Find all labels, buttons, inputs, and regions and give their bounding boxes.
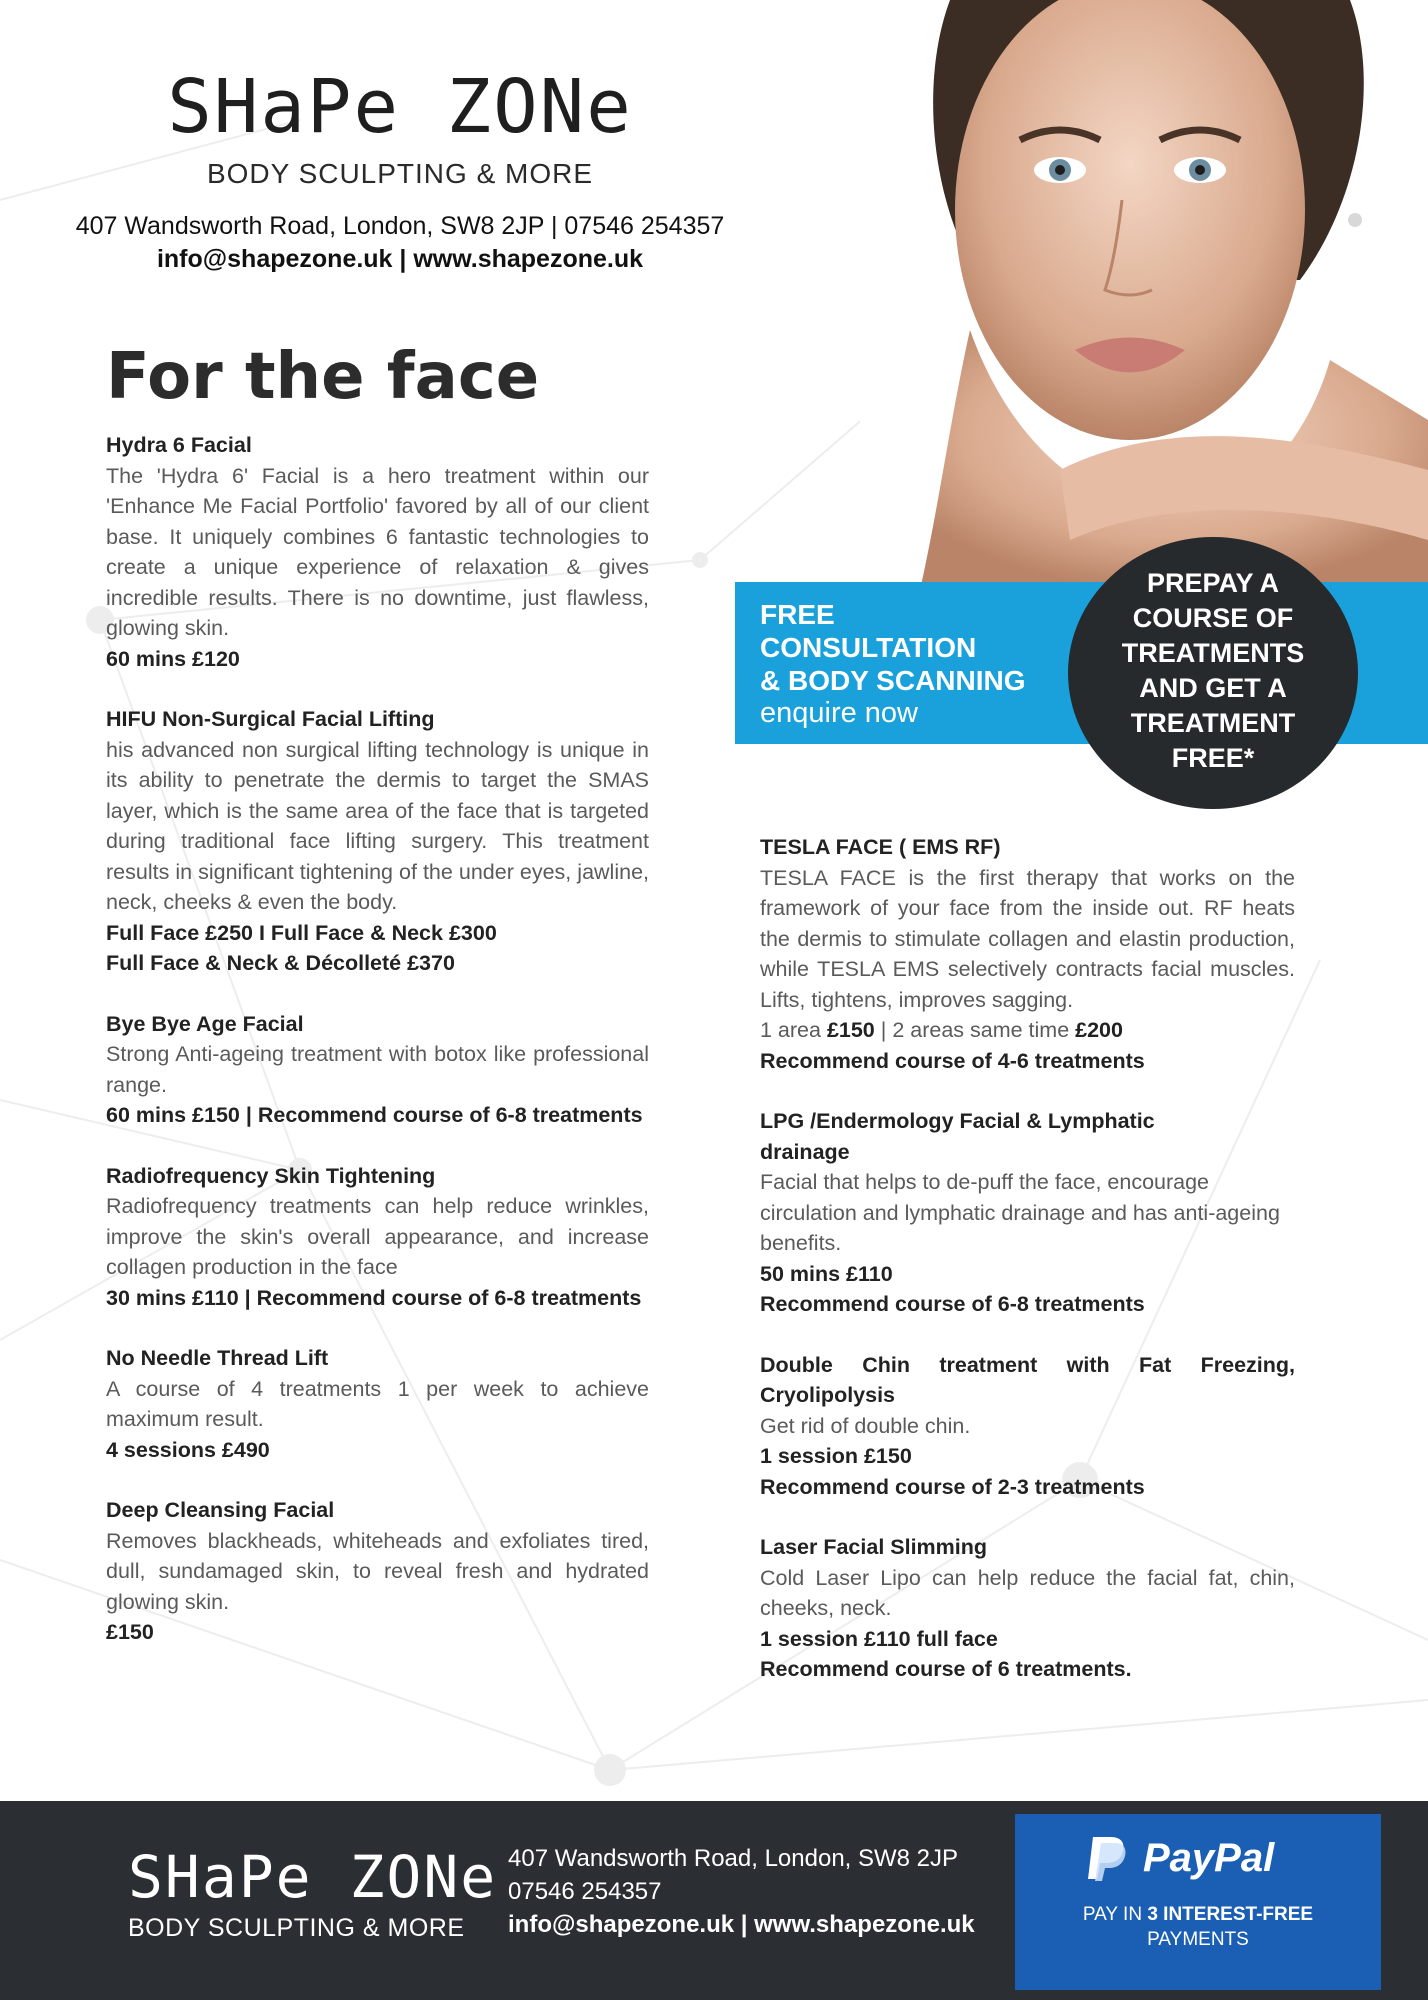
prepay-offer-text bbox=[1068, 566, 1358, 776]
paypal-offer-text bbox=[1015, 1902, 1381, 1952]
page-title: For the face bbox=[106, 340, 540, 414]
paypal-wordmark: PayPal bbox=[1143, 1835, 1275, 1880]
treatment-price bbox=[760, 1015, 1295, 1046]
header-address: 407 Wandsworth Road, London, SW8 2JP | 07546 254357 bbox=[75, 212, 725, 240]
treatment-price: 60 mins £150 | Recommend course of 6-8 treatments bbox=[106, 1103, 643, 1127]
treatment-title: LPG /Endermology Facial & Lymphatic drainage bbox=[760, 1109, 1155, 1164]
treatment-laser-slimming bbox=[760, 1532, 1295, 1685]
treatment-course: Recommend course of 4-6 treatments bbox=[760, 1048, 1145, 1073]
treatment-price: 4 sessions £490 bbox=[106, 1437, 270, 1462]
treatment-description: The 'Hydra 6' Facial is a hero treatment within our 'Enhance Me Facial Portfolio' favored by all of our client base. It uniquely combines 6 fantastic technologies to create a unique experience of relaxation & gives incredible results. There is no downtime, just flawless, glowing skin. bbox=[106, 463, 649, 640]
banner-line-2: CONSULTATION bbox=[760, 632, 977, 663]
treatment-title: Double Chin treatment with Fat Freezing, Cryolipolysis bbox=[760, 1352, 1295, 1407]
banner-line-3: & BODY SCANNING bbox=[760, 665, 1026, 696]
footer-web[interactable]: info@shapezone.uk | www.shapezone.uk bbox=[508, 1911, 975, 1938]
treatment-description: his advanced non surgical lifting technology is unique in its ability to penetrate the dermis to target the SMAS layer, which is the same area of the face that is targeted during traditional face lifting surgery. This treatment results in significant tightening of the under eyes, jawline, neck, cheeks & even the body. bbox=[106, 737, 649, 914]
treatment-lpg bbox=[760, 1106, 1295, 1320]
treatment-double-chin bbox=[760, 1350, 1295, 1503]
treatment-title: No Needle Thread Lift bbox=[106, 1346, 329, 1370]
paypal-p-icon bbox=[1085, 1835, 1129, 1881]
left-treatment-column bbox=[106, 430, 649, 1678]
treatment-description: Facial that helps to de-puff the face, encourage circulation and lymphatic drainage and has anti-ageing benefits. bbox=[760, 1170, 1280, 1255]
footer-address: 407 Wandsworth Road, London, SW8 2JP bbox=[508, 1845, 959, 1872]
header-logo bbox=[60, 64, 740, 190]
treatment-price: 1 session £110 full face bbox=[760, 1626, 998, 1651]
treatment-description: Radiofrequency treatments can help reduce wrinkles, improve the skin's overall appearance, and increase collagen production in the face bbox=[106, 1194, 649, 1279]
price-label: | 2 areas same time bbox=[874, 1018, 1076, 1042]
offer-line-5: TREATMENT bbox=[1130, 708, 1296, 738]
brand-tagline: BODY SCULPTING & MORE bbox=[206, 158, 594, 189]
footer-tagline: BODY SCULPTING & MORE bbox=[128, 1914, 465, 1942]
treatment-price: Full Face & Neck & Décolleté £370 bbox=[106, 951, 455, 975]
header-web[interactable]: info@shapezone.uk | www.shapezone.uk bbox=[156, 245, 644, 273]
treatment-bye-bye-age bbox=[106, 1009, 649, 1131]
treatment-radiofrequency bbox=[106, 1161, 649, 1314]
price-label: 1 area bbox=[760, 1018, 827, 1042]
treatment-title: HIFU Non-Surgical Facial Lifting bbox=[106, 707, 435, 731]
free-consultation-text[interactable] bbox=[760, 598, 1026, 730]
treatment-title: Radiofrequency Skin Tightening bbox=[106, 1163, 436, 1188]
treatment-price: 1 session £150 bbox=[760, 1444, 912, 1468]
paypal-line-2: PAYMENTS bbox=[1147, 1929, 1249, 1950]
price-value: £200 bbox=[1075, 1018, 1123, 1042]
treatment-description: Cold Laser Lipo can help reduce the facial fat, chin, cheeks, neck. bbox=[760, 1565, 1295, 1620]
offer-line-6: FREE* bbox=[1171, 743, 1255, 773]
treatment-title: Bye Bye Age Facial bbox=[106, 1011, 304, 1036]
treatment-course: Recommend course of 2-3 treatments bbox=[760, 1474, 1145, 1499]
treatment-title: Laser Facial Slimming bbox=[760, 1535, 988, 1559]
treatment-description: A course of 4 treatments 1 per week to achieve maximum result. bbox=[106, 1376, 649, 1431]
treatment-course: Recommend course of 6-8 treatments bbox=[760, 1292, 1145, 1316]
treatment-thread-lift bbox=[106, 1343, 649, 1465]
treatment-description: Removes blackheads, whiteheads and exfoliates tired, dull, sundamaged skin, to reveal fresh and hydrated glowing skin. bbox=[106, 1528, 649, 1614]
footer-phone[interactable]: 07546 254357 bbox=[508, 1878, 662, 1905]
right-treatment-column bbox=[760, 832, 1295, 1715]
treatment-price: £150 bbox=[106, 1620, 154, 1644]
treatment-hydra-6 bbox=[106, 430, 649, 674]
footer-contact bbox=[508, 1842, 975, 1941]
offer-line-1: PREPAY A bbox=[1146, 568, 1280, 598]
treatment-description: Get rid of double chin. bbox=[760, 1413, 971, 1438]
enquire-now-link[interactable]: enquire now bbox=[760, 697, 918, 729]
treatment-deep-cleansing bbox=[106, 1495, 649, 1648]
treatment-price: 50 mins £110 bbox=[760, 1261, 893, 1286]
brand-name: SHaPe ZONe bbox=[167, 64, 633, 150]
offer-line-4: AND GET A bbox=[1139, 673, 1287, 703]
price-value: £150 bbox=[826, 1018, 875, 1042]
treatment-description: Strong Anti-ageing treatment with botox like professional range. bbox=[106, 1042, 649, 1097]
offer-line-3: TREATMENTS bbox=[1121, 638, 1305, 668]
paypal-line-1-b: 3 INTEREST-FREE bbox=[1147, 1904, 1314, 1925]
treatment-price: Full Face £250 I Full Face & Neck £300 bbox=[106, 920, 497, 945]
treatment-title: TESLA FACE ( EMS RF) bbox=[760, 835, 1001, 859]
paypal-logo bbox=[1085, 1835, 1274, 1881]
treatment-hifu bbox=[106, 704, 649, 979]
treatment-title: Hydra 6 Facial bbox=[106, 433, 252, 457]
treatment-price: 30 mins £110 | Recommend course of 6-8 treatments bbox=[106, 1285, 642, 1310]
footer-logo bbox=[128, 1843, 498, 1943]
treatment-title: Deep Cleansing Facial bbox=[106, 1498, 335, 1522]
treatment-tesla-face bbox=[760, 832, 1295, 1076]
treatment-course: Recommend course of 6 treatments. bbox=[760, 1657, 1132, 1681]
footer-brand-name: SHaPe ZONe bbox=[128, 1843, 498, 1911]
offer-line-2: COURSE OF bbox=[1132, 603, 1294, 633]
treatment-price: 60 mins £120 bbox=[106, 646, 240, 671]
paypal-line-1 bbox=[1015, 1902, 1381, 1927]
banner-line-1: FREE bbox=[760, 599, 835, 630]
model-face-photo bbox=[860, 0, 1428, 590]
treatment-description: TESLA FACE is the first therapy that works on the framework of your face from the inside out. RF heats the dermis to stimulate collagen and elastin production, while TESLA EMS selectively contracts facial muscles. Lifts, tightens, improves sagging. bbox=[760, 865, 1295, 1012]
paypal-line-1-a: PAY IN bbox=[1082, 1904, 1148, 1925]
